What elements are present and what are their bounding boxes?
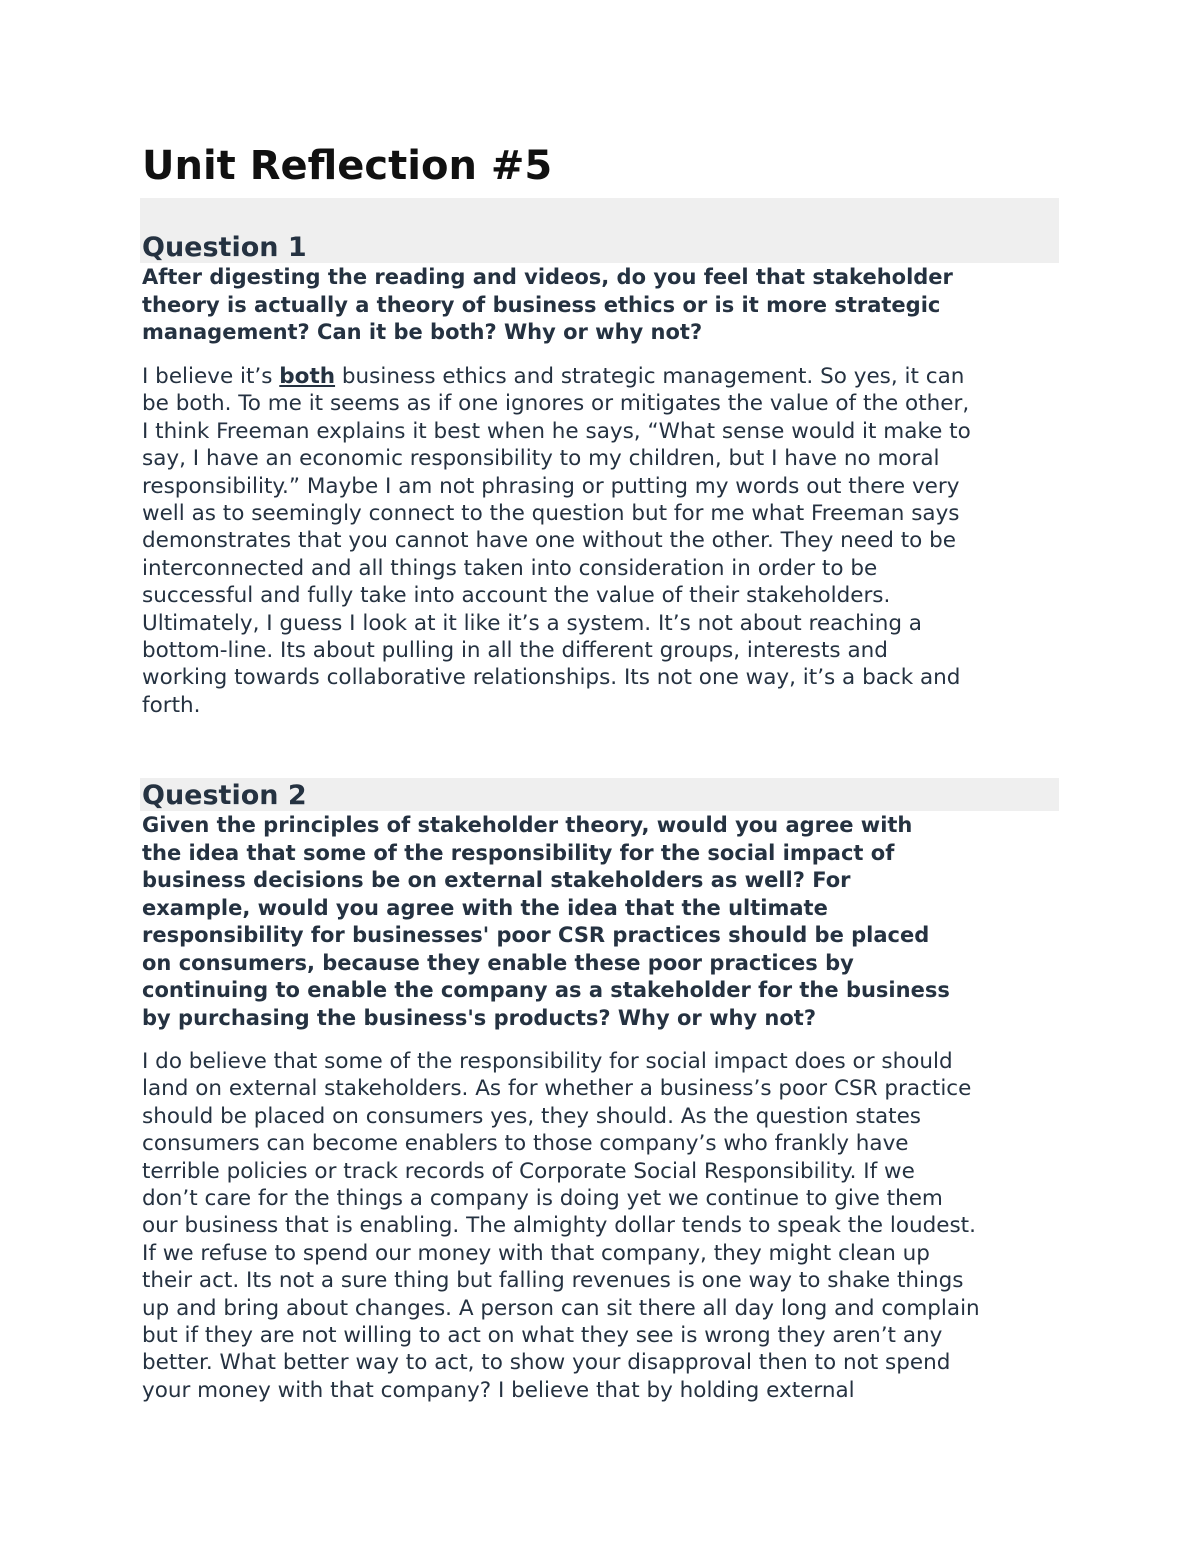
question-1-heading: Question 1 [142,232,307,263]
answer-line: land on external stakeholders. As for whether a business’s poor CSR practice [142,1076,972,1102]
prompt-line: management? Can it be both? Why or why not? [142,320,703,344]
answer-line [142,363,971,390]
prompt-line: theory is actually a theory of business ethics or is it more strategic [142,292,941,317]
answer-line: interconnected and all things taken into consideration in order to be [142,555,878,581]
prompt-line: by purchasing the business's products? Why or why not? [142,1005,817,1030]
prompt-line: example, would you agree with the idea that the ultimate [142,895,828,920]
answer-line: better. What better way to act, to show your disapproval then to not spend [142,1350,951,1376]
answer-line: responsibility.” Maybe I am not phrasing or putting my words out there very [142,473,960,499]
prompt-line: on consumers, because they enable these poor practices by [142,950,854,975]
answer-line: working towards collaborative relationships. Its not one way, it’s a back and [142,665,961,691]
prompt-line: responsibility for businesses' poor CSR practices should be placed [142,923,930,947]
answer-line: forth. [142,692,201,718]
answer-line: Ultimately, I guess I look at it like it’s a system. It’s not about reaching a [142,610,922,636]
answer-line: up and bring about changes. A person can sit there all day long and complain [142,1295,980,1321]
question-1-prompt [142,264,953,347]
answer-text: I believe it’s [142,364,280,389]
prompt-line: After digesting the reading and videos, do you feel that stakeholder [142,265,953,289]
answer-line: successful and fully take into account the value of their stakeholders. [142,583,891,609]
answer-line: consumers can become enablers to those company’s who frankly have [142,1131,909,1157]
answer-line: terrible policies or track records of Corporate Social Responsibility. If we [142,1158,915,1184]
question-1-answer [142,363,971,719]
answer-line: demonstrates that you cannot have one without the other. They need to be [142,528,957,554]
answer-line: bottom-line. Its about pulling in all the different groups, interests and [142,638,888,664]
answer-line: your money with that company? I believe that by holding external [142,1377,855,1403]
question-2-answer [142,1048,980,1404]
prompt-line: business decisions be on external stakeholders as well? For [142,868,851,892]
answer-line: their act. Its not a sure thing but falling revenues is one way to shake things [142,1268,964,1294]
answer-line: If we refuse to spend our money with that company, they might clean up [142,1240,930,1266]
answer-line: but if they are not willing to act on what they see is wrong they aren’t any [142,1323,943,1349]
prompt-line: continuing to enable the company as a stakeholder for the business [142,978,950,1002]
answer-line: I think Freeman explains it best when he says, “What sense would it make to [142,418,971,444]
prompt-line: the idea that some of the responsibility for the social impact of [142,840,895,865]
answer-line: don’t care for the things a company is doing yet we continue to give them [142,1186,943,1212]
question-2-heading: Question 2 [142,780,307,811]
answer-line: should be placed on consumers yes, they should. As the question states [142,1103,921,1129]
answer-text: business ethics and strategic management. So yes, it can [335,364,965,389]
answer-line: well as to seemingly connect to the question but for me what Freeman says [142,501,960,527]
answer-line: I do believe that some of the responsibility for social impact does or should [142,1049,953,1074]
document-title: Unit Reflection #5 [142,143,553,189]
answer-line: say, I have an economic responsibility to my children, but I have no moral [142,446,940,472]
emphasis-both: both [279,364,336,389]
question-2-prompt [142,812,950,1032]
prompt-line: Given the principles of stakeholder theory, would you agree with [142,813,913,837]
answer-line: our business that is enabling. The almighty dollar tends to speak the loudest. [142,1213,976,1239]
answer-line: be both. To me it seems as if one ignores or mitigates the value of the other, [142,391,970,417]
